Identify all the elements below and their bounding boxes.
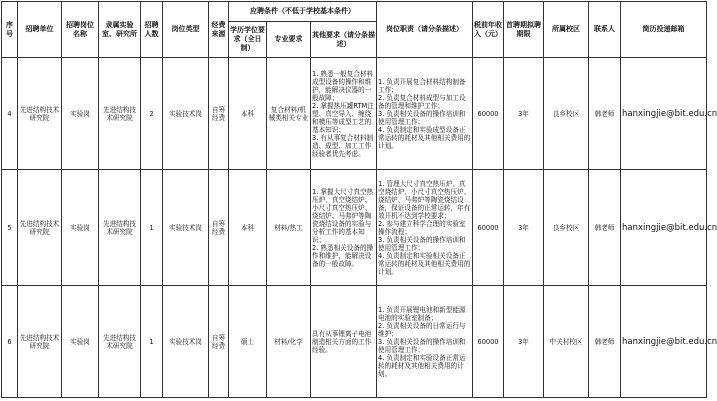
header-campus: 所属校区 (544, 2, 589, 58)
cell-lab: 先进结构技术研究院 (99, 170, 141, 286)
cell-unit: 先进结构技术研究院 (18, 286, 62, 398)
cell-contact: 韩老师 (589, 58, 621, 170)
cell-seq: 5 (2, 170, 18, 286)
cell-duties: 1. 负责开展锂电池和新型能源电池的实验室制备； 2. 负责相关设备的日常运行与维护； 3. 负责相关设备的操作培训和使用管理工作； 4. 负责制定和实验设备正常运转的耗材及其他相关费用的计划。 (377, 286, 473, 398)
table-row (2, 286, 707, 398)
cell-unit: 先进结构技术研究院 (18, 170, 62, 286)
header-other: 其他要求（请分条描述） (311, 22, 377, 58)
header-duties: 岗位职责（请分条描述） (377, 2, 473, 58)
cell-period: 3年 (504, 286, 544, 398)
header-email: 简历投递邮箱 (621, 2, 707, 58)
cell-fund: 自筹经费 (209, 170, 229, 286)
header-count: 招聘人数 (141, 2, 163, 58)
cell-major: 材料/热工 (267, 170, 311, 286)
cell-post-type: 实验技术岗 (163, 286, 209, 398)
table-row (2, 170, 707, 286)
header-conditions: 应聘条件（不低于学校基本条件） (229, 2, 377, 22)
cell-seq: 6 (2, 286, 18, 398)
cell-email: hanxingjie@bit.edu.cn (621, 58, 707, 170)
header-lab: 隶属实验室、研究所 (99, 2, 141, 58)
cell-degree: 硕士 (229, 286, 267, 398)
header-unit: 招聘单位 (18, 2, 62, 58)
recruitment-table (1, 1, 717, 398)
cell-email: hanxingjie@bit.edu.cn (621, 170, 707, 286)
cell-duties: 1. 负责开展复合材料结构制备工作； 2. 负责复合材料成型与加工设备的管理和维护工作； 3. 负责相关设备的操作培训和使用管理工作； 4. 负责制定和实验成型设备正常运转的耗材及其他相关费用的计划。 (377, 58, 473, 170)
cell-post-name: 实验岗 (62, 58, 99, 170)
header-post-name: 招聘岗位名称 (62, 2, 99, 58)
header-major: 专业要求 (267, 22, 311, 58)
cell-period: 3年 (504, 58, 544, 170)
cell-email: hanxingjie@bit.edu.cn (621, 286, 707, 398)
cell-campus: 良乡校区 (544, 170, 589, 286)
cell-post-type: 实验技术岗 (163, 58, 209, 170)
cell-post-name: 实验岗 (62, 170, 99, 286)
header-salary: 税前年收入（元） (473, 2, 504, 58)
cell-major: 材料/化学 (267, 286, 311, 398)
cell-contact: 韩老师 (589, 170, 621, 286)
cell-unit: 先进结构技术研究院 (18, 58, 62, 170)
cell-count: 1 (141, 170, 163, 286)
cell-degree: 本科 (229, 170, 267, 286)
header-contact: 联系人 (589, 2, 621, 58)
header-fund: 经费来源 (209, 2, 229, 58)
cell-count: 2 (141, 58, 163, 170)
cell-lab: 先进结构技术研究院 (99, 58, 141, 170)
cell-post-name: 实验岗 (62, 286, 99, 398)
header-degree: 学历学位要求（全日制） (229, 22, 267, 58)
header-period: 首聘期拟聘期限 (504, 2, 544, 58)
cell-campus: 中关村校区 (544, 286, 589, 398)
cell-other: 1. 熟悉一般复合材料成型设备的操作和维护，能解决仪器的一般故障； 2. 掌握热压罐RTM注塑、真空导入、缠绕和模压等成型工艺的基本知识； 3. 有从事复合材料制造、成型、加工工作经验者优先考虑。 (311, 58, 377, 170)
cell-period: 3年 (504, 170, 544, 286)
cell-salary: 60000 (473, 286, 504, 398)
cell-campus: 良乡校区 (544, 58, 589, 170)
cell-other: 1. 掌握大尺寸真空热压炉、真空烧结炉、小尺寸真空热压炉、烧结炉、马弗炉等陶瓷烧结设备的实验与分析工作的基本知识； 2. 熟悉相关设备的操作和维护，能解决设备的一般故障。 (311, 170, 377, 286)
cell-degree: 本科 (229, 58, 267, 170)
cell-contact: 韩老师 (589, 286, 621, 398)
cell-duties: 1. 管理大尺寸真空热压炉、真空烧结炉、小尺寸真空热压炉、烧结炉、马弗炉等陶瓷烧结设备，保证设备的正常运转，年有效开机不达到学校要求； 2. 参与建立科学合理的实验室操作流程； 3. 负责相关设备的操作培训和使用管理工作； 4. 负责制定和实验相关设备正常运转的耗材及其他相关费用的计划。 (377, 170, 473, 286)
cell-major: 复合材料/机械类相关专业 (267, 58, 311, 170)
cell-fund: 自筹经费 (209, 58, 229, 170)
header-seq: 序号 (2, 2, 18, 58)
cell-salary: 60000 (473, 170, 504, 286)
table-row (2, 58, 707, 170)
header-post-type: 岗位类型 (163, 2, 209, 58)
cell-salary: 60000 (473, 58, 504, 170)
cell-lab: 先进结构技术研究院 (99, 286, 141, 398)
cell-count: 1 (141, 286, 163, 398)
cell-fund: 自筹经费 (209, 286, 229, 398)
cell-seq: 4 (2, 58, 18, 170)
cell-post-type: 实验技术岗 (163, 170, 209, 286)
cell-other: 具有从事锂离子电池制造相关方面的工作经验。 (311, 286, 377, 398)
